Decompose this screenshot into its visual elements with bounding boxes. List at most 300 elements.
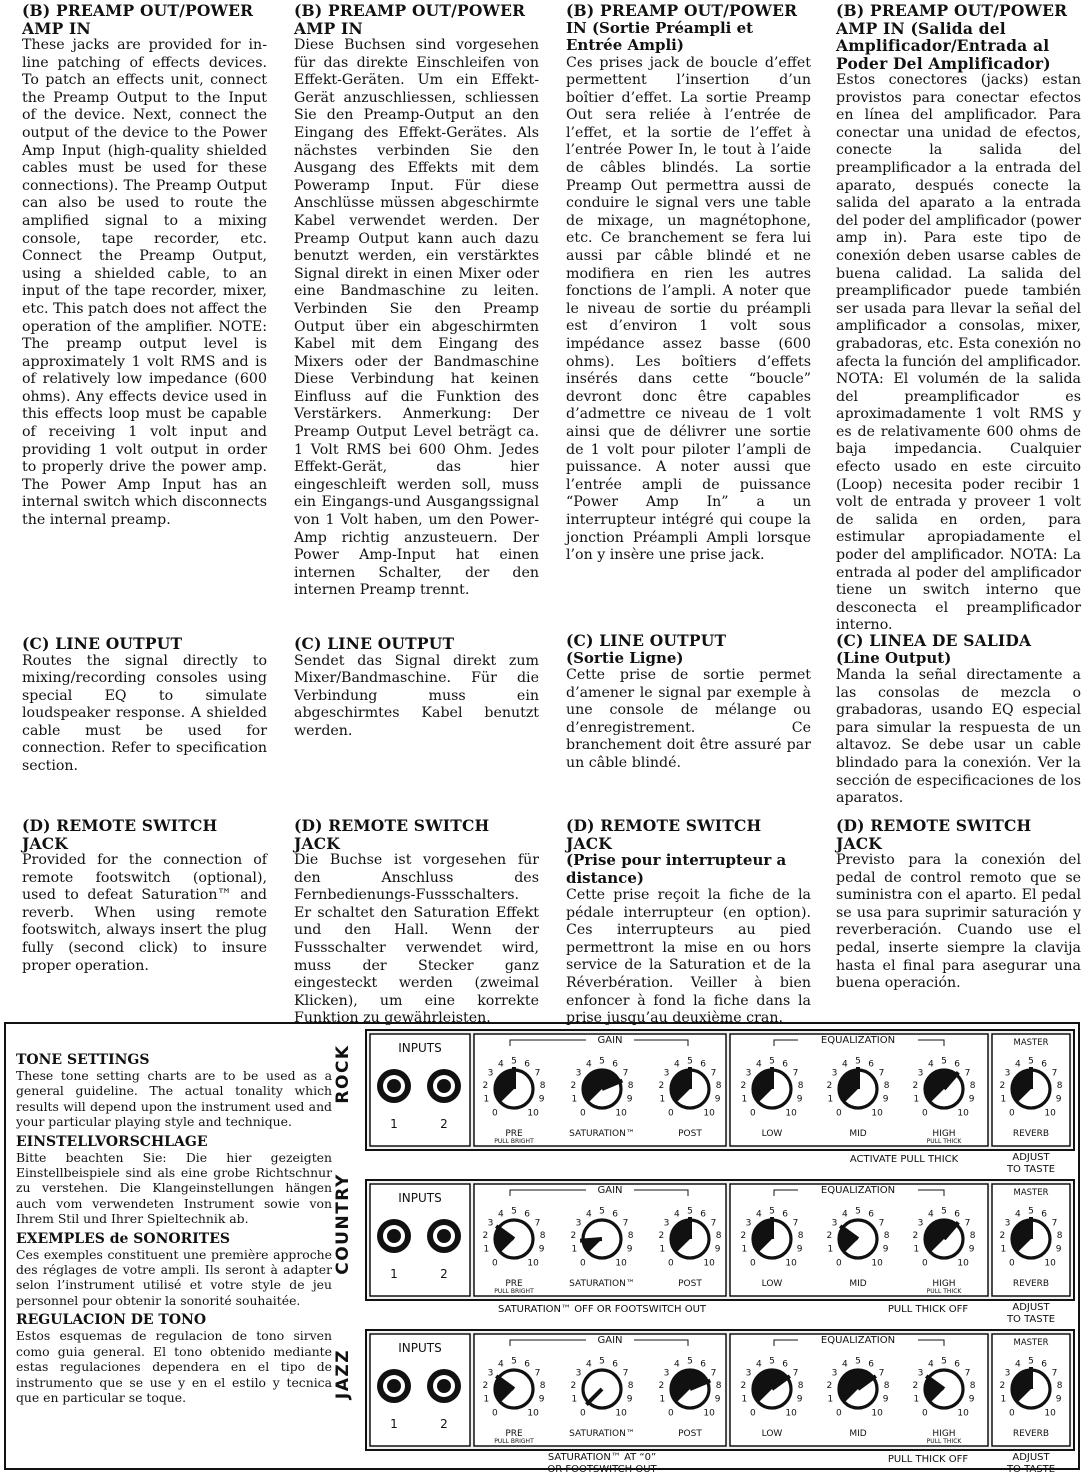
dial-number: 1 <box>913 1244 920 1255</box>
dial-number: 6 <box>868 1209 875 1220</box>
dial-number: 8 <box>539 1380 546 1391</box>
dial-number: 6 <box>954 1209 961 1220</box>
dial-number: 3 <box>1004 1368 1011 1379</box>
section-c-title: (C) LINEA DE SALIDA <box>836 631 1032 650</box>
preset-panel-country <box>333 1173 1074 1325</box>
dial-number: 10 <box>527 1108 539 1119</box>
dial-number: 5 <box>687 1356 693 1367</box>
dial-number: 7 <box>710 1068 717 1079</box>
dial-number: 7 <box>622 1368 629 1379</box>
dial-number: 7 <box>622 1068 629 1079</box>
dial-number: 10 <box>871 1258 883 1269</box>
master-label: MASTER <box>1013 1338 1049 1348</box>
tone-title-es: REGULACION DE TONO <box>16 1312 207 1329</box>
dial-number: 1 <box>571 1244 578 1255</box>
dial-number: 8 <box>715 1080 722 1091</box>
dial-number: 2 <box>740 1230 747 1241</box>
dial-number: 3 <box>1004 1218 1011 1229</box>
dial-number: 0 <box>1009 1258 1015 1269</box>
dial-number: 8 <box>797 1380 804 1391</box>
dial-number: 9 <box>538 1094 545 1105</box>
dial-number: 7 <box>792 1368 799 1379</box>
setting-note-middle: ACTIVATE PULL THICK <box>849 1154 959 1165</box>
gain-section <box>474 1034 726 1146</box>
dial-number: 8 <box>715 1230 722 1241</box>
dial-number: 2 <box>912 1230 919 1241</box>
dial-number: 3 <box>831 1218 838 1229</box>
master-section <box>992 1034 1070 1146</box>
equalization-section <box>730 1334 988 1446</box>
dial-number: 7 <box>1051 1068 1058 1079</box>
preset-panel-jazz <box>333 1330 1074 1475</box>
knob-label: HIGH <box>932 1429 956 1439</box>
dial-number: 2 <box>826 1080 833 1091</box>
dial-number: 8 <box>1056 1230 1063 1241</box>
dial-number: 2 <box>826 1380 833 1391</box>
knob-pointer <box>580 1239 602 1241</box>
dial-number: 3 <box>575 1218 582 1229</box>
dial-number: 7 <box>1051 1368 1058 1379</box>
dial-number: 10 <box>785 1408 797 1419</box>
dial-number: 3 <box>1004 1068 1011 1079</box>
section-d-title: (D) REMOTE SWITCH JACK <box>294 816 490 853</box>
dial-number: 10 <box>527 1408 539 1419</box>
dial-number: 1 <box>659 1094 666 1105</box>
dial-number: 3 <box>663 1218 670 1229</box>
dial-number: 4 <box>585 1359 592 1370</box>
dial-number: 1 <box>483 1394 490 1405</box>
dial-number: 6 <box>782 1359 789 1370</box>
dial-number: 4 <box>497 1359 504 1370</box>
dial-number: 8 <box>797 1080 804 1091</box>
dial-number: 10 <box>1044 1408 1056 1419</box>
section-d-french <box>566 817 811 1028</box>
knob-sublabel: PULL BRIGHT <box>494 1438 534 1445</box>
section-d-title: (D) REMOTE SWITCH JACK <box>566 816 762 853</box>
dial-number: 10 <box>785 1258 797 1269</box>
dial-number: 1 <box>827 1094 834 1105</box>
input-jack-hole <box>387 1229 401 1243</box>
dial-number: 5 <box>941 1056 947 1067</box>
inputs-label: INPUTS <box>398 1341 442 1355</box>
dial-number: 0 <box>922 1408 928 1419</box>
dial-number: 5 <box>769 1206 775 1217</box>
section-b-french <box>566 2 811 565</box>
section-b-text: These jacks are provided for in-line patching of effects devices. To patch an effects unit, connect the Preamp Output to the Input of the device. Next, connect the output of the device to the Power Amp Input (high-quality shielded cables must be used for these connections). The Preamp Output can also be used to route the amplified signal to a mixing console, tape recorder, etc. Connect the Preamp Output, using a shielded cable, to an input of the tape recorder, mixer, etc. This patch does not affect the operation of the amplifier. NOTE: The preamp output level is approximately 1 volt RMS and is of relatively low impedance (600 ohms). Any effects device used in this effects loop must be capable of receiving 1 volt input and providing 1 volt output in order to properly drive the power amp. The Power Amp Input has an internal switch which disconnects the internal preamp. <box>22 37 267 529</box>
setting-note-left: SATURATION™ AT “0” <box>547 1452 657 1463</box>
dial-number: 3 <box>487 1368 494 1379</box>
section-b-title: (B) PREAMP OUT/POWER AMP IN (Salida del Amplificador/Entrada al Poder Del Amplificador) <box>836 1 1068 73</box>
inputs-section <box>370 1334 470 1446</box>
setting-note-middle: PULL THICK OFF <box>887 1304 969 1315</box>
master-label: MASTER <box>1013 1188 1049 1198</box>
section-d-text: Previsto para la conexión del pedal de control remoto que se suministra con el aparto. El pedal se usa para suprimir saturación y reverberación. Cuando use el pedal, inserte siempre la clavija hasta el final para asegurar una buena operación. <box>836 852 1081 992</box>
dial-number: 9 <box>968 1394 975 1405</box>
tone-settings-box <box>4 1022 1080 1475</box>
dial-number: 2 <box>912 1080 919 1091</box>
dial-number: 5 <box>855 1356 861 1367</box>
dial-number: 5 <box>941 1356 947 1367</box>
dial-number: 4 <box>673 1059 680 1070</box>
section-d-text: Provided for the connection of remote footswitch (optional), used to defeat Saturation™ and reverb. When using remote footswitch, always insert the plug fully (second click) to insure proper operation. <box>22 852 267 974</box>
eq-label: EQUALIZATION <box>820 1335 896 1346</box>
dial-number: 4 <box>755 1209 762 1220</box>
knob-label: PRE <box>505 1129 523 1139</box>
dial-number: 6 <box>524 1359 531 1370</box>
dial-number: 9 <box>882 1244 889 1255</box>
dial-number: 10 <box>615 1258 627 1269</box>
knob-label: POST <box>678 1429 702 1439</box>
dial-number: 2 <box>570 1230 577 1241</box>
preset-name: COUNTRY <box>333 1173 353 1275</box>
dial-number: 3 <box>663 1368 670 1379</box>
tone-text-de: Bitte beachten Sie: Die hier gezeigten Einstellbeispiele sind als eine grobe Richtschnur zu verstehen. Die Klangeinstellungen hängen auch vom verwendeten Instrument sowie von Ihrem Stil und Ihrer Spieltechnik ab. <box>16 1149 332 1227</box>
dial-number: 9 <box>796 1244 803 1255</box>
dial-number: 8 <box>969 1080 976 1091</box>
dial-number: 5 <box>599 1206 605 1217</box>
tone-settings-text <box>16 1052 332 1409</box>
equalization-section <box>730 1184 988 1296</box>
dial-number: 10 <box>957 1258 969 1269</box>
dial-number: 1 <box>659 1394 666 1405</box>
knob-sublabel: PULL BRIGHT <box>494 1288 534 1295</box>
dial-number: 10 <box>703 1408 715 1419</box>
dial-number: 4 <box>755 1359 762 1370</box>
dial-number: 9 <box>1055 1244 1062 1255</box>
dial-number: 3 <box>745 1218 752 1229</box>
section-b-german <box>294 2 539 600</box>
dial-number: 4 <box>841 1359 848 1370</box>
dial-number: 0 <box>580 1408 586 1419</box>
dial-number: 6 <box>954 1359 961 1370</box>
dial-number: 8 <box>1056 1380 1063 1391</box>
dial-number: 10 <box>527 1258 539 1269</box>
tone-title-fr: EXEMPLES de SONORITES <box>16 1230 230 1247</box>
dial-number: 10 <box>785 1108 797 1119</box>
dial-number: 3 <box>663 1068 670 1079</box>
dial-number: 4 <box>927 1059 934 1070</box>
dial-number: 5 <box>855 1056 861 1067</box>
setting-note-right: ADJUST <box>1012 1452 1050 1463</box>
knob-label: SATURATION™ <box>569 1429 635 1439</box>
knob-label: LOW <box>761 1279 783 1289</box>
dial-number: 2 <box>826 1230 833 1241</box>
dial-number: 10 <box>615 1108 627 1119</box>
dial-number: 0 <box>668 1108 674 1119</box>
dial-number: 1 <box>571 1394 578 1405</box>
dial-number: 8 <box>969 1380 976 1391</box>
section-b-english <box>22 2 267 530</box>
gain-label: GAIN <box>597 1035 623 1046</box>
dial-number: 1 <box>827 1394 834 1405</box>
dial-number: 2 <box>482 1380 489 1391</box>
dial-number: 7 <box>964 1068 971 1079</box>
section-c-title: (C) LINE OUTPUT <box>294 634 455 653</box>
tone-text-fr: Ces exemples constituent une première approche des réglages de votre ampli. Ils seront à adapter selon l’instrument utilisé et votre style de jeu personnel pour obtenir la sonorité souhaitée. <box>16 1246 332 1308</box>
dial-number: 7 <box>792 1068 799 1079</box>
input-jack-hole <box>437 1229 451 1243</box>
dial-number: 1 <box>913 1394 920 1405</box>
dial-number: 2 <box>740 1380 747 1391</box>
dial-number: 1 <box>483 1244 490 1255</box>
dial-number: 0 <box>1009 1408 1015 1419</box>
dial-number: 4 <box>497 1209 504 1220</box>
dial-number: 7 <box>622 1218 629 1229</box>
dial-number: 7 <box>534 1218 541 1229</box>
input-jack-hole <box>387 1379 401 1393</box>
preset-panels <box>333 1024 1078 1475</box>
dial-number: 4 <box>927 1209 934 1220</box>
input-number: 2 <box>440 1117 448 1131</box>
dial-number: 0 <box>836 1258 842 1269</box>
dial-number: 6 <box>868 1359 875 1370</box>
master-label: MASTER <box>1013 1038 1049 1048</box>
knob-label: HIGH <box>932 1279 956 1289</box>
dial-number: 9 <box>626 1244 633 1255</box>
dial-number: 7 <box>710 1218 717 1229</box>
eq-label: EQUALIZATION <box>820 1035 896 1046</box>
dial-number: 10 <box>1044 1108 1056 1119</box>
dial-number: 5 <box>1028 1206 1034 1217</box>
dial-number: 2 <box>999 1380 1006 1391</box>
input-number: 1 <box>390 1417 398 1431</box>
knob-label: HIGH <box>932 1129 956 1139</box>
dial-number: 9 <box>714 1094 721 1105</box>
dial-number: 9 <box>714 1244 721 1255</box>
section-c-german <box>294 635 539 740</box>
dial-number: 8 <box>883 1230 890 1241</box>
dial-number: 10 <box>957 1408 969 1419</box>
dial-number: 1 <box>741 1394 748 1405</box>
dial-number: 1 <box>659 1244 666 1255</box>
dial-number: 7 <box>878 1068 885 1079</box>
input-number: 1 <box>390 1267 398 1281</box>
dial-number: 6 <box>700 1359 707 1370</box>
section-d-text: Die Buchse ist vorgesehen für den Anschluss des Fernbedienungs-Fussschalters. Er schaltet den Saturation Effekt und den Hall. Wenn der Fussschalter verwendet wird, muss der Stecker ganz eingesteckt werden (zweimal Klicken), um eine korrekte Funktion zu gewährleisten. <box>294 852 539 1027</box>
dial-number: 3 <box>831 1068 838 1079</box>
dial-number: 1 <box>741 1094 748 1105</box>
section-b-title: (B) PREAMP OUT/POWER AMP IN <box>22 1 254 38</box>
gain-section <box>474 1334 726 1446</box>
dial-number: 1 <box>483 1094 490 1105</box>
input-jack-hole <box>437 1379 451 1393</box>
setting-note-right: ADJUST <box>1012 1152 1050 1163</box>
eq-label: EQUALIZATION <box>820 1185 896 1196</box>
dial-number: 4 <box>497 1059 504 1070</box>
section-b-text: Estos conectores (jacks) estan provistos para conectar efectos en línea del amplificador. Para conectar una unidad de efectos, conecte la salida del preamplificador a la entrada del aparato, después conecte la salida del aparato a la entrada del poder del amplificador (power amp in). Para este tipo de conexión deben usarse cables de buena calidad. La salida del preamplificador puede también ser usada para llevar la señal del amplificador a consolas, mixer, grabadoras, etc. Esta conexión no afecta la función del amplificador. NOTA: El volumén de la salida del preamplificador es aproximadamente 1 volt RMS y es de relativamente 600 ohms de baja impedancia. Cualquier efecto usado en este circuito (Loop) necesita poder recibir 1 volt de entrada y proveer 1 volt de salida en orden, para estimular apropiadamente el poder del amplificador. NOTA: La entrada al poder del amplificador tiene un switch interno que desconecta el preamplificador interno. <box>836 72 1081 634</box>
dial-number: 6 <box>524 1059 531 1070</box>
dial-number: 0 <box>492 1258 498 1269</box>
knob-label: SATURATION™ <box>569 1279 635 1289</box>
dial-number: 10 <box>703 1108 715 1119</box>
knob-label: LOW <box>761 1129 783 1139</box>
dial-number: 10 <box>871 1408 883 1419</box>
dial-number: 7 <box>534 1368 541 1379</box>
dial-number: 8 <box>1056 1080 1063 1091</box>
setting-note-left: OR FOOTSWITCH OUT <box>547 1464 657 1475</box>
section-d-title: (D) REMOTE SWITCH JACK <box>22 816 218 853</box>
dial-number: 6 <box>954 1059 961 1070</box>
dial-number: 8 <box>539 1080 546 1091</box>
section-d-text: Cette prise reçoit la fiche de la pédale interrupteur (en option). Ces interrupteurs au pied permettront la mise en ou hors service de la Saturation et de la Réverbération. Veiller à bien enfoncer à fond la fiche dans la prise jusqu’au deuxième cran. <box>566 887 811 1027</box>
dial-number: 10 <box>871 1108 883 1119</box>
dial-number: 0 <box>922 1258 928 1269</box>
dial-number: 3 <box>487 1068 494 1079</box>
inputs-label: INPUTS <box>398 1191 442 1205</box>
section-b-text: Ces prises jack de boucle d’effet permettent l’insertion d’un boîtier d’effet. La sortie Preamp Out sera reliée à l’entrée de l’effet, et la sortie de l’effet à l’entrée Power In, le tout à l’aide de câbles blindés. La sortie Preamp Out permettra aussi de conduire le signal vers une table de mixage, un magnétophone, etc. Ce branchement se fera lui aussi par câble blindé et ne modifiera en rien les autres fonctions de l’ampli. A noter que le niveau de sortie du préampli est d’environ 1 volt sous impédance assez basse (600 ohms). Les boîtiers d’effets insérés dans cette “boucle” devront donc être capables d’admettre ce niveau de 1 volt ainsi que de délivrer une sortie de 1 volt pour piloter l’ampli de puissance. A noter aussi que l’entrée ampli de puissance “Power Amp In” a un interrupteur intégré qui coupe la jonction Préampli Ampli lorsque l’on y insère une prise jack. <box>566 54 811 564</box>
dial-number: 8 <box>627 1080 634 1091</box>
dial-number: 10 <box>1044 1258 1056 1269</box>
dial-number: 9 <box>1055 1394 1062 1405</box>
dial-number: 6 <box>1041 1359 1048 1370</box>
dial-number: 9 <box>538 1244 545 1255</box>
dial-number: 7 <box>964 1218 971 1229</box>
section-d-english <box>22 817 267 975</box>
dial-number: 0 <box>580 1258 586 1269</box>
section-c-subtitle: (Sortie Ligne) <box>566 648 684 667</box>
setting-note-middle: PULL THICK OFF <box>887 1454 969 1465</box>
section-d-spanish <box>836 817 1081 993</box>
tone-title-en: TONE SETTINGS <box>16 1052 150 1068</box>
inputs-label: INPUTS <box>398 1041 442 1055</box>
dial-number: 3 <box>745 1368 752 1379</box>
knob-label: LOW <box>761 1429 783 1439</box>
tone-title-de: EINSTELLVORSCHLAGE <box>16 1133 208 1150</box>
section-d-german <box>294 817 539 1028</box>
knob-label: MID <box>849 1279 867 1289</box>
knob-label: SATURATION™ <box>569 1129 635 1139</box>
gain-label: GAIN <box>597 1185 623 1196</box>
dial-number: 5 <box>599 1056 605 1067</box>
preset-name: JAZZ <box>333 1348 353 1400</box>
dial-number: 10 <box>703 1258 715 1269</box>
dial-number: 7 <box>878 1218 885 1229</box>
setting-note-left: SATURATION™ OFF OR FOOTSWITCH OUT <box>497 1304 707 1315</box>
dial-number: 0 <box>668 1258 674 1269</box>
dial-number: 0 <box>750 1258 756 1269</box>
section-c-spanish <box>836 632 1081 808</box>
dial-number: 6 <box>700 1209 707 1220</box>
section-c-text: Sendet das Signal direkt zum Mixer/Bandmaschine. Für die Verbindung muss ein abgeschirmtes Kabel benutzt werden. <box>294 652 539 739</box>
knob-label: POST <box>678 1129 702 1139</box>
knob-label: PRE <box>505 1429 523 1439</box>
dial-number: 4 <box>841 1209 848 1220</box>
dial-number: 6 <box>700 1059 707 1070</box>
dial-number: 7 <box>710 1368 717 1379</box>
dial-number: 10 <box>615 1408 627 1419</box>
dial-number: 3 <box>917 1218 924 1229</box>
dial-number: 9 <box>1055 1094 1062 1105</box>
dial-number: 5 <box>511 1206 517 1217</box>
dial-number: 10 <box>957 1108 969 1119</box>
section-c-title: (C) LINE OUTPUT <box>566 631 727 650</box>
dial-number: 9 <box>626 1394 633 1405</box>
inputs-section <box>370 1184 470 1296</box>
dial-number: 5 <box>511 1056 517 1067</box>
input-number: 2 <box>440 1417 448 1431</box>
dial-number: 5 <box>941 1206 947 1217</box>
dial-number: 0 <box>580 1108 586 1119</box>
dial-number: 4 <box>1014 1209 1021 1220</box>
dial-number: 3 <box>487 1218 494 1229</box>
preset-panel-rock <box>333 1030 1074 1175</box>
dial-number: 1 <box>827 1244 834 1255</box>
dial-number: 9 <box>796 1094 803 1105</box>
dial-number: 4 <box>585 1059 592 1070</box>
dial-number: 4 <box>755 1059 762 1070</box>
dial-number: 5 <box>1028 1356 1034 1367</box>
knob-sublabel: PULL THICK <box>926 1138 962 1145</box>
dial-number: 8 <box>969 1230 976 1241</box>
input-number: 2 <box>440 1267 448 1281</box>
dial-number: 0 <box>492 1408 498 1419</box>
dial-number: 0 <box>922 1108 928 1119</box>
knob-sublabel: PULL BRIGHT <box>494 1138 534 1145</box>
section-b-spanish <box>836 2 1081 635</box>
dial-number: 4 <box>585 1209 592 1220</box>
section-c-english <box>22 635 267 776</box>
dial-number: 3 <box>917 1068 924 1079</box>
section-b-title: (B) PREAMP OUT/POWER AMP IN <box>294 1 526 38</box>
dial-number: 2 <box>482 1080 489 1091</box>
input-jack-hole <box>437 1079 451 1093</box>
dial-number: 9 <box>882 1094 889 1105</box>
dial-number: 4 <box>1014 1359 1021 1370</box>
knob-label: MID <box>849 1129 867 1139</box>
dial-number: 4 <box>841 1059 848 1070</box>
dial-number: 6 <box>782 1059 789 1070</box>
dial-number: 3 <box>745 1068 752 1079</box>
dial-number: 1 <box>1000 1244 1007 1255</box>
dial-number: 8 <box>627 1380 634 1391</box>
dial-number: 3 <box>917 1368 924 1379</box>
dial-number: 5 <box>769 1056 775 1067</box>
setting-note-right: TO TASTE <box>1006 1314 1056 1325</box>
dial-number: 6 <box>1041 1059 1048 1070</box>
dial-number: 0 <box>836 1408 842 1419</box>
dial-number: 0 <box>836 1108 842 1119</box>
section-c-text: Cette prise de sortie permet d’amener le signal par exemple à une console de mélange ou d’enregistrement. Ce branchement doit être assuré par un câble blindé. <box>566 667 811 771</box>
dial-number: 5 <box>687 1056 693 1067</box>
dial-number: 2 <box>482 1230 489 1241</box>
setting-note-right: TO TASTE <box>1006 1164 1056 1175</box>
dial-number: 2 <box>658 1080 665 1091</box>
dial-number: 9 <box>882 1394 889 1405</box>
dial-number: 3 <box>575 1368 582 1379</box>
dial-number: 0 <box>750 1108 756 1119</box>
dial-number: 3 <box>831 1368 838 1379</box>
dial-number: 1 <box>1000 1394 1007 1405</box>
dial-number: 1 <box>571 1094 578 1105</box>
dial-number: 2 <box>658 1380 665 1391</box>
dial-number: 1 <box>1000 1094 1007 1105</box>
tone-text-es: Estos esquemas de regulacion de tono sirven como guia general. El tono obtenido mediante estas regulaciones dependera en el tipo de instrumento que se use y en el estilo y tecnica que en particular se toque. <box>16 1328 332 1405</box>
preset-name: ROCK <box>333 1044 353 1104</box>
dial-number: 9 <box>538 1394 545 1405</box>
section-c-french <box>566 632 811 773</box>
dial-number: 5 <box>599 1356 605 1367</box>
dial-number: 8 <box>883 1380 890 1391</box>
setting-note-right: ADJUST <box>1012 1302 1050 1313</box>
dial-number: 6 <box>524 1209 531 1220</box>
dial-number: 5 <box>1028 1056 1034 1067</box>
dial-number: 7 <box>792 1218 799 1229</box>
dial-number: 4 <box>1014 1059 1021 1070</box>
knob-label: PRE <box>505 1279 523 1289</box>
tone-text-en: These tone setting charts are to be used as a general guideline. The actual tonality which results will depend upon the instrument used and your particular playing style and technique. <box>16 1068 332 1130</box>
knob-sublabel: PULL THICK <box>926 1288 962 1295</box>
dial-number: 8 <box>797 1230 804 1241</box>
